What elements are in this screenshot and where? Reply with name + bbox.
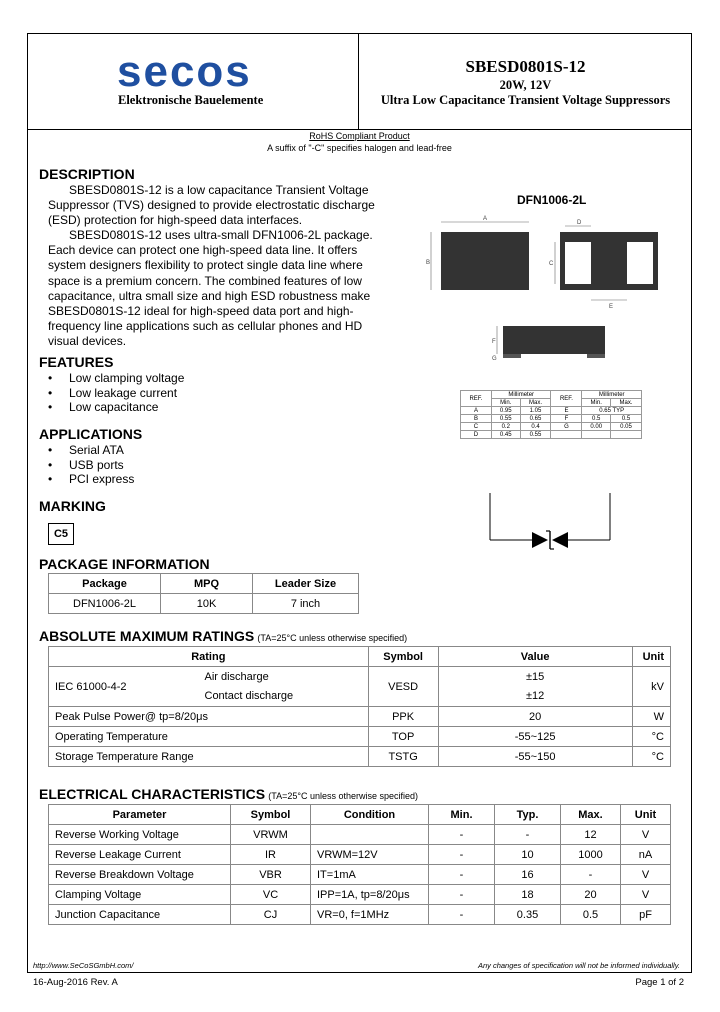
table-cell: Junction Capacitance [49,905,231,925]
table-cell: 1.05 [520,407,551,415]
table-cell: 0.55 [520,431,551,439]
abs-max-table [48,646,671,767]
package-drawing-title: DFN1006-2L [517,193,587,207]
table-header-row [49,647,671,667]
table-cell: 10K [161,594,253,614]
dim-label-c: C [549,261,554,267]
bottom-pad-left [565,242,591,284]
table-cell: °C [632,747,670,767]
table-header: Rating [49,647,369,667]
table-cell: VESD [368,667,438,707]
table-cell: 0.5 [582,415,611,423]
table-cell: 0.65 [520,415,551,423]
table-header: Max. [561,805,621,825]
table-row [461,431,642,439]
table-header: Condition [311,805,429,825]
table-cell: 0.5 [561,905,621,925]
logo-text: secos [117,47,252,96]
table-row [49,905,671,925]
table-cell: 12 [561,825,621,845]
table-cell: VRWM=12V [311,845,429,865]
table-cell: 0.4 [520,423,551,431]
header-divider [27,129,692,130]
part-subtitle: Ultra Low Capacitance Transient Voltage Suppressors [380,93,671,107]
table-cell: - [495,825,561,845]
table-cell: °C [632,727,670,747]
abs-max-note: (TA=25°C unless otherwise specified) [257,633,408,643]
diode-right-icon [552,532,568,548]
tvs-schematic-symbol [480,488,620,598]
marking-heading: MARKING [39,498,106,514]
applications-heading: APPLICATIONS [39,426,143,442]
table-header: REF. [551,391,582,407]
table-cell: - [429,905,495,925]
table-cell: 0.5 [611,415,642,423]
table-row [461,423,642,431]
table-header: Typ. [495,805,561,825]
table-header: MPQ [161,574,253,594]
table-header: Symbol [231,805,311,825]
marking-code: C5 [48,523,74,545]
dim-label-d: D [577,220,582,226]
table-cell: - [429,865,495,885]
footer-url[interactable]: http://www.SeCoSGmbH.com/ [33,961,134,970]
logo-subtitle: Elektronische Bauelemente [118,93,264,107]
rohs-line1: RoHS Compliant Product [309,131,410,141]
table-cell: V [621,825,671,845]
table-cell: 0.95 [491,407,520,415]
table-header: Max. [611,399,642,407]
table-cell: ±12 [438,687,632,707]
table-cell: 7 inch [253,594,359,614]
table-cell: A [461,407,492,415]
table-header: Value [438,647,632,667]
features-heading: FEATURES [39,354,114,370]
table-header: Symbol [368,647,438,667]
footer-notice: Any changes of specification will not be informed individually. [477,961,680,970]
table-header-row [461,391,642,399]
table-cell: V [621,885,671,905]
dim-label-g: G [492,356,497,362]
table-cell: -55~125 [438,727,632,747]
features-list [48,371,184,415]
table-cell: TOP [368,727,438,747]
side-view-lead-right [587,354,605,358]
table-cell: 0.55 [491,415,520,423]
table-header: Max. [520,399,551,407]
table-header: Unit [632,647,670,667]
package-info-heading: PACKAGE INFORMATION [39,556,210,572]
table-cell: Peak Pulse Power@ tp=8/20μs [49,707,369,727]
table-cell: C [461,423,492,431]
dim-label-e: E [609,304,614,310]
table-cell: 20 [561,885,621,905]
table-header: Millimeter [582,391,642,399]
table-cell: 0.05 [611,423,642,431]
table-cell: -55~150 [438,747,632,767]
table-header: Min. [429,805,495,825]
table-cell: Air discharge [199,667,369,687]
table-cell: Clamping Voltage [49,885,231,905]
electrical-table [48,804,671,925]
table-cell [311,825,429,845]
abs-max-heading-row [39,628,407,644]
table-cell: DFN1006-2L [49,594,161,614]
table-cell [611,431,642,439]
table-cell: Reverse Leakage Current [49,845,231,865]
table-cell: pF [621,905,671,925]
part-rating: 20W, 12V [499,78,552,92]
table-cell: IT=1mA [311,865,429,885]
table-header: Min. [491,399,520,407]
list-item: • PCI express [48,472,134,487]
table-cell: ±15 [438,667,632,687]
table-cell: 1000 [561,845,621,865]
footer-page: Page 1 of 2 [635,977,684,988]
dim-label-f: F [492,339,496,345]
table-cell: 18 [495,885,561,905]
table-cell: IPP=1A, tp=8/20μs [311,885,429,905]
table-cell: Reverse Breakdown Voltage [49,865,231,885]
package-info-table [48,573,359,614]
electrical-note: (TA=25°C unless otherwise specified) [268,791,419,801]
table-cell: Operating Temperature [49,727,369,747]
side-view-lead-left [503,354,521,358]
table-header: Unit [621,805,671,825]
diode-left-icon [532,532,548,548]
table-cell: VR=0, f=1MHz [311,905,429,925]
table-cell: 10 [495,845,561,865]
bottom-pad-right [627,242,653,284]
list-item: • Low clamping voltage [48,371,184,386]
table-header: REF. [461,391,492,407]
table-cell: Contact discharge [199,687,369,707]
company-logo [117,47,287,96]
list-item: • Low capacitance [48,400,184,415]
table-cell: 0.00 [582,423,611,431]
dim-label-a: A [482,216,488,222]
table-cell: nA [621,845,671,865]
table-cell [582,431,611,439]
table-cell: TSTG [368,747,438,767]
table-row [49,667,671,687]
table-cell: kV [632,667,670,707]
table-header: Parameter [49,805,231,825]
table-cell: - [561,865,621,885]
table-row [461,407,642,415]
table-cell: CJ [231,905,311,925]
footer-date: 16-Aug-2016 Rev. A [33,977,118,988]
table-header: Min. [582,399,611,407]
electrical-heading-row [39,786,418,802]
description-heading: DESCRIPTION [39,166,135,182]
table-cell: 0.65 TYP [582,407,642,415]
table-row [49,865,671,885]
table-cell: 20 [438,707,632,727]
table-cell: W [632,707,670,727]
table-row [49,727,671,747]
list-item: • Serial ATA [48,443,134,458]
list-item: • Low leakage current [48,386,184,401]
table-cell: E [551,407,582,415]
table-cell: V [621,865,671,885]
table-header: Millimeter [491,391,551,399]
table-cell: VRWM [231,825,311,845]
table-cell: IEC 61000-4-2 [49,667,199,707]
table-row [49,885,671,905]
table-row [49,747,671,767]
side-view-body [503,326,605,354]
table-cell: G [551,423,582,431]
table-cell [551,431,582,439]
table-cell: 0.35 [495,905,561,925]
rohs-line2: A suffix of "-C" specifies halogen and lead-free [267,143,452,153]
part-number: SBESD0801S-12 [465,57,586,76]
table-cell: - [429,845,495,865]
description-text: SBESD0801S-12 is a low capacitance Transient Voltage Suppressor (TVS) designed to provide electrostatic discharge (ESD) protection for high-speed data interfaces. [48,183,375,228]
abs-max-heading: ABSOLUTE MAXIMUM RATINGS [39,628,255,644]
table-cell: VBR [231,865,311,885]
table-cell: 0.2 [491,423,520,431]
table-row [49,594,359,614]
dim-label-b: B [426,260,431,266]
table-cell: Storage Temperature Range [49,747,369,767]
table-row [49,845,671,865]
description-text2: SBESD0801S-12 uses ultra-small DFN1006-2L package. Each device can protect one high-speed data line. It offers system designers flexibility to protect single data line where space is a premium concern. The combined features of low capacitance, ultra small size and high ESD robustness make SBESD0801S-12 ideal for high-speed data port and high-frequency line applications such as cellular phones and HD visual devices. [48,228,373,349]
table-cell: D [461,431,492,439]
table-header-row [49,574,359,594]
table-cell: VC [231,885,311,905]
table-row [461,415,642,423]
table-header-row [49,805,671,825]
table-header: Package [49,574,161,594]
table-row [49,707,671,727]
table-cell: IR [231,845,311,865]
table-cell: 16 [495,865,561,885]
electrical-heading: ELECTRICAL CHARACTERISTICS [39,786,266,802]
top-view-body [441,232,529,290]
applications-list [48,443,134,487]
table-row [49,825,671,845]
table-cell: 0.45 [491,431,520,439]
table-cell: PPK [368,707,438,727]
table-cell: Reverse Working Voltage [49,825,231,845]
table-cell: - [429,885,495,905]
list-item: • USB ports [48,458,134,473]
table-cell: - [429,825,495,845]
table-cell: B [461,415,492,423]
table-cell: F [551,415,582,423]
dimension-table [460,390,642,439]
package-outline-drawing [415,210,675,370]
table-header: Leader Size [253,574,359,594]
